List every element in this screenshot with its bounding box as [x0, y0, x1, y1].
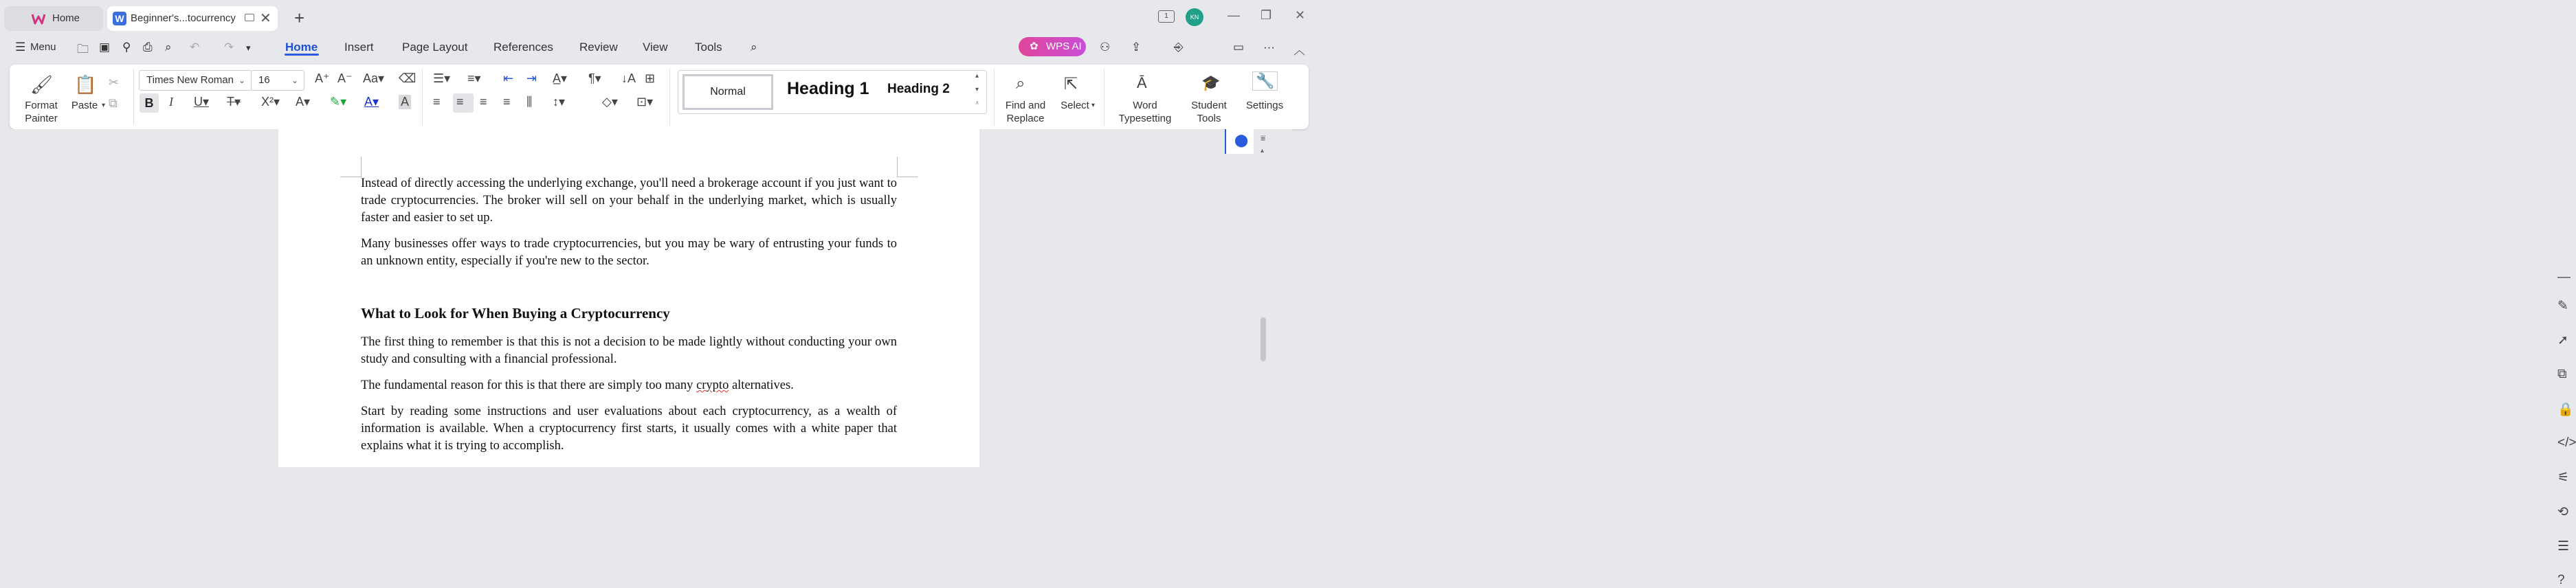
- find-replace-label-2[interactable]: Replace: [1006, 113, 1045, 124]
- increase-indent-icon[interactable]: ⇥: [526, 71, 537, 85]
- line-spacing-icon[interactable]: ↕▾: [553, 95, 566, 109]
- font-size-select[interactable]: [251, 70, 304, 91]
- font-name-select[interactable]: [139, 70, 252, 91]
- format-painter-label-2[interactable]: Painter: [25, 113, 58, 124]
- strikethrough-button[interactable]: T▾: [227, 95, 241, 109]
- paragraph[interactable]: The first thing to remember is that this is not a decision to be made lightly without conducting your own study and consulting with a financial professional.: [361, 335, 897, 366]
- tab-home-label: Home: [52, 12, 80, 24]
- clear-format-icon[interactable]: ⌫: [399, 71, 417, 85]
- tab-home[interactable]: [4, 6, 103, 31]
- student-cap-icon[interactable]: 🎓: [1201, 74, 1221, 91]
- title-bar: [0, 0, 1320, 36]
- tab-insert[interactable]: Insert: [344, 41, 374, 54]
- redo-icon[interactable]: ↷: [224, 41, 234, 54]
- avatar[interactable]: KN: [1186, 8, 1203, 26]
- styles-down-icon[interactable]: ▾: [975, 86, 979, 93]
- split-view-icon[interactable]: ⩸: [1261, 133, 1266, 143]
- sort-icon[interactable]: ↓A: [621, 71, 636, 85]
- chevron-down-icon: ⌄: [291, 76, 298, 85]
- edit-pen-icon[interactable]: ✎: [2557, 299, 2568, 313]
- align-right-icon[interactable]: ≡: [480, 95, 487, 109]
- divider: [994, 69, 995, 125]
- tab-review[interactable]: Review: [579, 41, 618, 54]
- hamburger-icon[interactable]: ☰: [15, 41, 26, 54]
- paste-button[interactable]: Paste: [71, 100, 98, 111]
- wps-logo-icon: [32, 12, 45, 25]
- format-painter-icon[interactable]: 🖌: [30, 74, 54, 95]
- tab-home-ribbon[interactable]: Home: [285, 41, 318, 54]
- divider: [422, 69, 423, 125]
- text-effect-icon[interactable]: A▾: [296, 95, 311, 109]
- cut-icon[interactable]: ✂: [109, 76, 120, 89]
- settings-wrench-icon[interactable]: 🔧: [1252, 71, 1278, 91]
- find-search-icon[interactable]: ⌕: [1016, 74, 1025, 93]
- undo-icon[interactable]: ↶: [190, 41, 200, 54]
- minimize-icon[interactable]: —: [1228, 8, 1240, 22]
- print-preview-icon[interactable]: ⌕: [165, 41, 172, 54]
- superscript-button[interactable]: X²▾: [261, 95, 280, 109]
- paste-clipboard-icon[interactable]: 📋: [74, 74, 97, 95]
- font-size-value: 16: [258, 74, 270, 86]
- format-painter-label-1[interactable]: Format: [25, 100, 58, 111]
- character-shading-icon[interactable]: A: [399, 95, 411, 109]
- location-pin-icon[interactable]: ⬤: [1234, 133, 1249, 147]
- change-case-icon[interactable]: Aa▾: [363, 71, 385, 85]
- print-icon[interactable]: ⎙: [143, 41, 153, 54]
- paragraph-text: The fundamental reason for this is that there are simply too many: [361, 378, 697, 392]
- styles-gallery: [678, 70, 987, 114]
- bullet-list-icon[interactable]: ☰▾: [433, 71, 451, 85]
- margin-corner: [897, 157, 898, 177]
- ai-sparkle-icon: ✿: [1030, 41, 1039, 52]
- shading-icon[interactable]: ◇▾: [602, 95, 618, 109]
- paste-chevron-icon[interactable]: ▾: [102, 102, 106, 109]
- paragraph[interactable]: Start by reading some instructions and user evaluations about each cryptocurrency, as a wealth of information is available. When a cryptocurrency first starts, it usually comes with a white paper that explains what it is trying to accomplish.: [361, 405, 897, 453]
- page-count-badge[interactable]: 1: [1158, 10, 1175, 23]
- more-options-icon[interactable]: ···: [1263, 41, 1275, 54]
- collapse-ribbon-icon[interactable]: ︿: [1293, 44, 1305, 57]
- tab-document[interactable]: [107, 6, 278, 31]
- tab-view[interactable]: View: [643, 41, 668, 54]
- help-icon[interactable]: ?: [2557, 573, 2565, 587]
- decrease-indent-icon[interactable]: ⇤: [503, 71, 514, 85]
- style-heading-1[interactable]: Heading 1: [787, 79, 869, 98]
- borders-icon[interactable]: ⊡▾: [636, 95, 654, 109]
- document-heading[interactable]: What to Look for When Buying a Cryptocurrency: [361, 305, 670, 321]
- select-button[interactable]: Select: [1061, 100, 1089, 111]
- monitor-icon[interactable]: [245, 14, 254, 21]
- paragraph-text: alternatives.: [729, 378, 794, 392]
- numbered-list-icon[interactable]: ≡▾: [467, 71, 481, 85]
- outline-icon[interactable]: ☰: [2557, 539, 2570, 554]
- font-color-icon[interactable]: A▾: [364, 95, 379, 109]
- word-typesetting-label-1[interactable]: Word: [1133, 100, 1157, 111]
- settings-button[interactable]: Settings: [1245, 100, 1284, 111]
- new-tab-plus-icon[interactable]: +: [294, 8, 305, 28]
- student-tools-label-2[interactable]: Tools: [1197, 113, 1221, 124]
- history-icon[interactable]: ⟲: [2557, 505, 2568, 519]
- align-center-icon[interactable]: ≡: [456, 95, 464, 109]
- underline-button[interactable]: U▾: [194, 95, 210, 109]
- paragraph[interactable]: Many businesses offer ways to trade cryptocurrencies, but you may be wary of entrusting your funds to an unknown entity, especially if you're new to the sector.: [361, 237, 897, 268]
- quick-access-chevron-icon[interactable]: ▾: [246, 43, 251, 53]
- vertical-scrollbar[interactable]: [1261, 317, 1266, 361]
- tab-tools[interactable]: Tools: [695, 41, 722, 54]
- style-normal[interactable]: Normal: [682, 74, 773, 110]
- chevron-down-icon: ⌄: [238, 76, 245, 85]
- share-link-icon[interactable]: ⚲: [122, 41, 131, 54]
- paragraph-mark-icon[interactable]: ¶▾: [588, 71, 601, 85]
- highlight-color-icon[interactable]: ✎▾: [330, 95, 347, 109]
- bold-button[interactable]: B: [140, 93, 159, 113]
- save-icon[interactable]: ▣: [99, 41, 111, 54]
- share-icon[interactable]: ⇪: [1131, 41, 1142, 54]
- ribbon-toolbar: [10, 65, 1309, 129]
- location-pin-panel[interactable]: [1225, 129, 1254, 154]
- align-left-icon[interactable]: ≡: [433, 95, 441, 109]
- export-icon[interactable]: ⎆: [1174, 41, 1184, 54]
- collaborate-icon[interactable]: ⚇: [1100, 41, 1111, 54]
- lock-icon[interactable]: 🔒: [2557, 403, 2574, 417]
- search-icon[interactable]: ⌕: [751, 41, 757, 54]
- decrease-font-icon[interactable]: A⁻: [337, 71, 353, 85]
- margin-corner: [361, 157, 362, 177]
- collapse-panel-icon[interactable]: —: [2557, 270, 2571, 284]
- wps-ai-label: WPS AI: [1046, 41, 1082, 52]
- justify-icon[interactable]: ≡: [503, 95, 511, 109]
- menu-bar: [0, 36, 1320, 65]
- menu-button[interactable]: Menu: [30, 41, 56, 53]
- code-icon[interactable]: </>: [2557, 436, 2576, 450]
- text-direction-icon[interactable]: A̲▾: [553, 71, 568, 85]
- close-tab-icon[interactable]: ✕: [260, 11, 271, 26]
- copy-icon[interactable]: ⧉: [109, 96, 118, 110]
- close-window-icon[interactable]: ✕: [1295, 8, 1306, 22]
- student-tools-label-1[interactable]: Student: [1191, 100, 1227, 111]
- select-cursor-icon[interactable]: ⇱: [1064, 75, 1078, 93]
- convert-doc-icon[interactable]: ⧉: [2557, 367, 2567, 381]
- styles-up-icon[interactable]: ▴: [975, 72, 979, 80]
- divider: [133, 69, 134, 125]
- writer-doc-icon: W: [113, 12, 126, 25]
- word-typesetting-icon[interactable]: Ā: [1137, 74, 1147, 91]
- paragraph[interactable]: [361, 377, 897, 394]
- divider: [669, 69, 670, 125]
- spelling-error-word[interactable]: crypto: [696, 378, 729, 392]
- increase-font-icon[interactable]: A⁺: [315, 71, 330, 85]
- active-tab-indicator: [285, 54, 319, 56]
- restore-icon[interactable]: ❐: [1261, 8, 1272, 22]
- word-typesetting-label-2[interactable]: Typesetting: [1118, 113, 1172, 124]
- paragraph[interactable]: Instead of directly accessing the underlying exchange, you'll need a brokerage account if you just want to trade cryptocurrencies. The broker will sell on your behalf in the underlying market, which is usually faster and easier to set up.: [361, 177, 897, 225]
- tab-page-layout[interactable]: Page Layout: [402, 41, 468, 54]
- scroll-up-icon[interactable]: ▴: [1261, 147, 1265, 155]
- distributed-icon[interactable]: ⫼: [526, 95, 533, 109]
- select-chevron-icon[interactable]: ▾: [1091, 102, 1096, 109]
- comment-icon[interactable]: ▭: [1233, 41, 1245, 54]
- font-name-value: Times New Roman: [146, 74, 234, 86]
- open-folder-icon[interactable]: 🗀: [77, 43, 89, 56]
- tab-document-label: Beginner's...tocurrency: [131, 12, 236, 24]
- find-replace-label-1[interactable]: Find and: [1005, 100, 1046, 111]
- italic-button[interactable]: I: [169, 95, 173, 109]
- right-sidebar: [1270, 129, 2576, 587]
- style-heading-2[interactable]: Heading 2: [887, 82, 950, 96]
- select-arrow-icon[interactable]: ➚: [2557, 333, 2568, 348]
- sliders-icon[interactable]: ⚟: [2557, 471, 2570, 485]
- wps-ai-button[interactable]: [1019, 37, 1086, 56]
- table-icon[interactable]: ⊞: [645, 71, 656, 85]
- tab-references[interactable]: References: [493, 41, 553, 54]
- styles-more-icon[interactable]: ⩡: [975, 100, 979, 107]
